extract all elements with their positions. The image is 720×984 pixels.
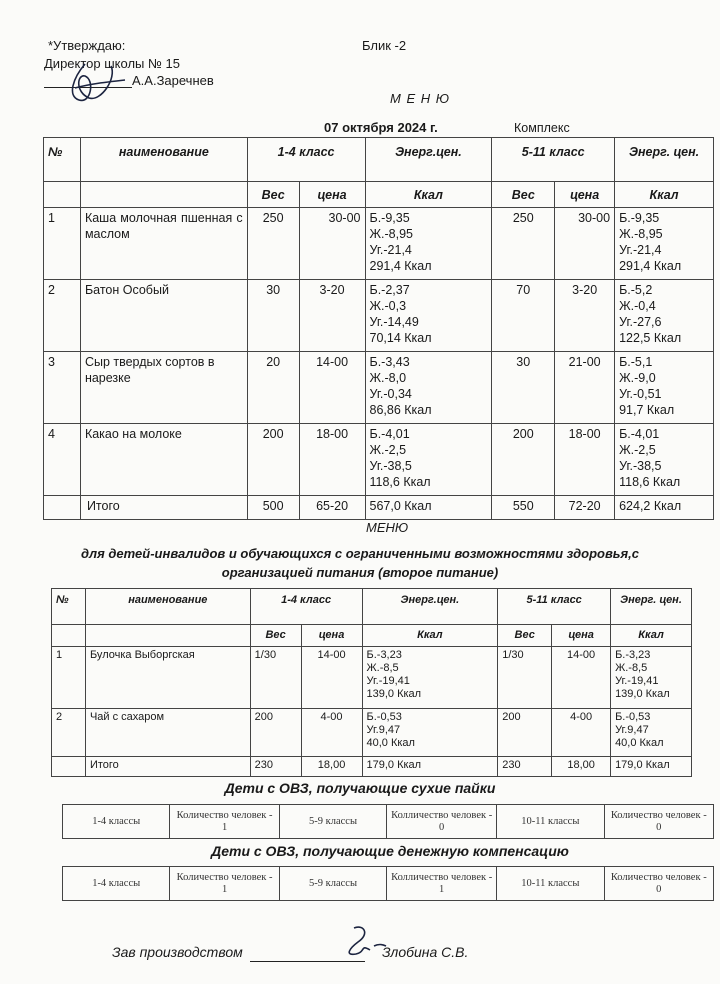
row-name: Какао на молоке	[80, 424, 247, 496]
total-energy2: 624,2 Ккал	[615, 496, 714, 520]
row-num: 1	[52, 647, 86, 709]
row-ves1: 200	[250, 709, 301, 757]
col-name-header: наименование	[85, 589, 250, 625]
ovz-dry-cell: Количество человек - 0	[604, 805, 713, 839]
row-energy2: Б.-9,35 Ж.-8,95 Уг.-21,4 291,4 Ккал	[615, 208, 714, 280]
total-cena1: 18,00	[301, 757, 362, 777]
row-cena2: 4-00	[552, 709, 611, 757]
blik-label: Блик -2	[362, 38, 407, 53]
table-total-row	[52, 757, 692, 777]
komplex-label: Комплекс	[514, 121, 570, 135]
total-ves1: 230	[250, 757, 301, 777]
row-ves1: 30	[247, 280, 299, 352]
row-energy1: Б.-3,43 Ж.-8,0 Уг.-0,34 86,86 Ккал	[365, 352, 492, 424]
ovz-money-cell: Количество человек - 1	[170, 867, 279, 901]
row-energy1: Б.-3,23 Ж.-8,5 Уг.-19,41 139,0 Ккал	[362, 647, 498, 709]
col-cena1-header: цена	[301, 625, 362, 647]
row-ves1: 1/30	[250, 647, 301, 709]
col-ves2-header: Вес	[492, 182, 555, 208]
menu-date: 07 октября 2024 г.	[324, 120, 438, 135]
col-name-header: наименование	[80, 138, 247, 182]
row-num: 3	[44, 352, 81, 424]
row-num: 1	[44, 208, 81, 280]
row-cena2: 18-00	[555, 424, 615, 496]
col-ves1-header: Вес	[250, 625, 301, 647]
col-energy1-header: Энерг.цен.	[365, 138, 492, 182]
col-kcal1-header: Ккал	[365, 182, 492, 208]
total-energy2: 179,0 Ккал	[611, 757, 692, 777]
row-energy2: Б.-0,53 Уг.9,47 40,0 Ккал	[611, 709, 692, 757]
total-ves2: 550	[492, 496, 555, 520]
col-grade2-header: 5-11 класс	[492, 138, 615, 182]
menu-table	[43, 137, 714, 520]
ovz-money-cell: 1-4 классы	[63, 867, 170, 901]
menu2-title: МЕНЮ	[366, 520, 409, 535]
col-num-header: №	[44, 138, 81, 182]
row-cena1: 18-00	[299, 424, 365, 496]
col-kcal2-header: Ккал	[615, 182, 714, 208]
footer-signature	[330, 920, 390, 970]
total-cena2: 72-20	[555, 496, 615, 520]
ovz-dry-cell: 10-11 классы	[497, 805, 604, 839]
menu2-subtitle-line1: для детей-инвалидов и обучающихся с ограниченными возможностями здоровья,с	[80, 546, 640, 561]
table-row	[44, 352, 714, 424]
row-energy2: Б.-3,23 Ж.-8,5 Уг.-19,41 139,0 Ккал	[611, 647, 692, 709]
ovz-money-title: Дети с ОВЗ, получающие денежную компенсацию	[211, 843, 569, 859]
table-subheader-row	[44, 182, 714, 208]
ovz-dry-cell: Колличество человек - 0	[387, 805, 497, 839]
row-cena1: 3-20	[299, 280, 365, 352]
ovz-dry-title: Дети с ОВЗ, получающие сухие пайки	[224, 780, 496, 796]
ovz-money-cell: 10-11 классы	[497, 867, 604, 901]
row-energy2: Б.-5,2 Ж.-0,4 Уг.-27,6 122,5 Ккал	[615, 280, 714, 352]
row-cena2: 30-00	[555, 208, 615, 280]
row-name: Чай с сахаром	[85, 709, 250, 757]
col-ves1-header: Вес	[247, 182, 299, 208]
total-cena2: 18,00	[552, 757, 611, 777]
col-energy2-header: Энерг. цен.	[611, 589, 692, 625]
row-cena2: 14-00	[552, 647, 611, 709]
director-signature	[55, 58, 135, 108]
row-ves1: 200	[247, 424, 299, 496]
table-header-row	[44, 138, 714, 182]
col-energy2-header: Энерг. цен.	[615, 138, 714, 182]
row-num: 4	[44, 424, 81, 496]
col-cena1-header: цена	[299, 182, 365, 208]
row-ves2: 250	[492, 208, 555, 280]
table-header-row	[52, 589, 692, 625]
row-ves1: 250	[247, 208, 299, 280]
row-cena2: 21-00	[555, 352, 615, 424]
row-num: 2	[44, 280, 81, 352]
table-row	[63, 867, 714, 901]
menu-title: М Е Н Ю	[390, 91, 451, 106]
menu2-subtitle-line2: организацией питания (второе питание)	[221, 565, 499, 580]
row-energy2: Б.-5,1 Ж.-9,0 Уг.-0,51 91,7 Ккал	[615, 352, 714, 424]
col-grade1-header: 1-4 класс	[247, 138, 365, 182]
ovz-money-cell: Количество человек - 0	[604, 867, 713, 901]
total-energy1: 567,0 Ккал	[365, 496, 492, 520]
table-row	[44, 280, 714, 352]
ovz-dry-cell: 1-4 классы	[63, 805, 170, 839]
row-ves2: 200	[498, 709, 552, 757]
col-grade2-header: 5-11 класс	[498, 589, 611, 625]
col-num-header: №	[52, 589, 86, 625]
row-ves2: 70	[492, 280, 555, 352]
total-label: Итого	[80, 496, 247, 520]
row-energy1: Б.-9,35 Ж.-8,95 Уг.-21,4 291,4 Ккал	[365, 208, 492, 280]
row-name: Батон Особый	[80, 280, 247, 352]
col-cena2-header: цена	[555, 182, 615, 208]
table-total-row	[44, 496, 714, 520]
total-ves2: 230	[498, 757, 552, 777]
approve-label: *Утверждаю:	[48, 38, 126, 53]
row-energy1: Б.-2,37 Ж.-0,3 Уг.-14,49 70,14 Ккал	[365, 280, 492, 352]
row-ves2: 1/30	[498, 647, 552, 709]
row-cena1: 14-00	[299, 352, 365, 424]
menu2-table	[51, 588, 692, 777]
director-title: Директор школы № 15	[44, 56, 181, 71]
ovz-dry-cell: Количество человек - 1	[170, 805, 279, 839]
table-row	[52, 709, 692, 757]
ovz-dry-table	[62, 804, 714, 839]
table-subheader-row	[52, 625, 692, 647]
row-name: Каша молочная пшенная с маслом	[80, 208, 247, 280]
col-ves2-header: Вес	[498, 625, 552, 647]
row-name: Сыр твердых сортов в нарезке	[80, 352, 247, 424]
total-energy1: 179,0 Ккал	[362, 757, 498, 777]
col-cena2-header: цена	[552, 625, 611, 647]
footer-position: Зав производством	[112, 944, 243, 960]
row-name: Булочка Выборгская	[85, 647, 250, 709]
row-cena1: 30-00	[299, 208, 365, 280]
table-row	[63, 805, 714, 839]
ovz-dry-cell: 5-9 классы	[279, 805, 386, 839]
footer-name: Злобина С.В.	[382, 944, 469, 960]
col-grade1-header: 1-4 класс	[250, 589, 362, 625]
ovz-money-cell: Колличество человек - 1	[387, 867, 497, 901]
director-name: А.А.Заречнев	[132, 73, 214, 88]
table-row	[44, 424, 714, 496]
row-cena1: 4-00	[301, 709, 362, 757]
total-ves1: 500	[247, 496, 299, 520]
ovz-money-cell: 5-9 классы	[279, 867, 386, 901]
row-ves2: 30	[492, 352, 555, 424]
table-row	[44, 208, 714, 280]
total-cena1: 65-20	[299, 496, 365, 520]
row-ves1: 20	[247, 352, 299, 424]
row-cena2: 3-20	[555, 280, 615, 352]
row-energy1: Б.-0,53 Уг.9,47 40,0 Ккал	[362, 709, 498, 757]
total-label: Итого	[85, 757, 250, 777]
col-energy1-header: Энерг.цен.	[362, 589, 498, 625]
row-energy2: Б.-4,01 Ж.-2,5 Уг.-38,5 118,6 Ккал	[615, 424, 714, 496]
col-kcal1-header: Ккал	[362, 625, 498, 647]
ovz-money-table	[62, 866, 714, 901]
col-kcal2-header: Ккал	[611, 625, 692, 647]
row-num: 2	[52, 709, 86, 757]
row-cena1: 14-00	[301, 647, 362, 709]
table-row	[52, 647, 692, 709]
row-energy1: Б.-4,01 Ж.-2,5 Уг.-38,5 118,6 Ккал	[365, 424, 492, 496]
row-ves2: 200	[492, 424, 555, 496]
